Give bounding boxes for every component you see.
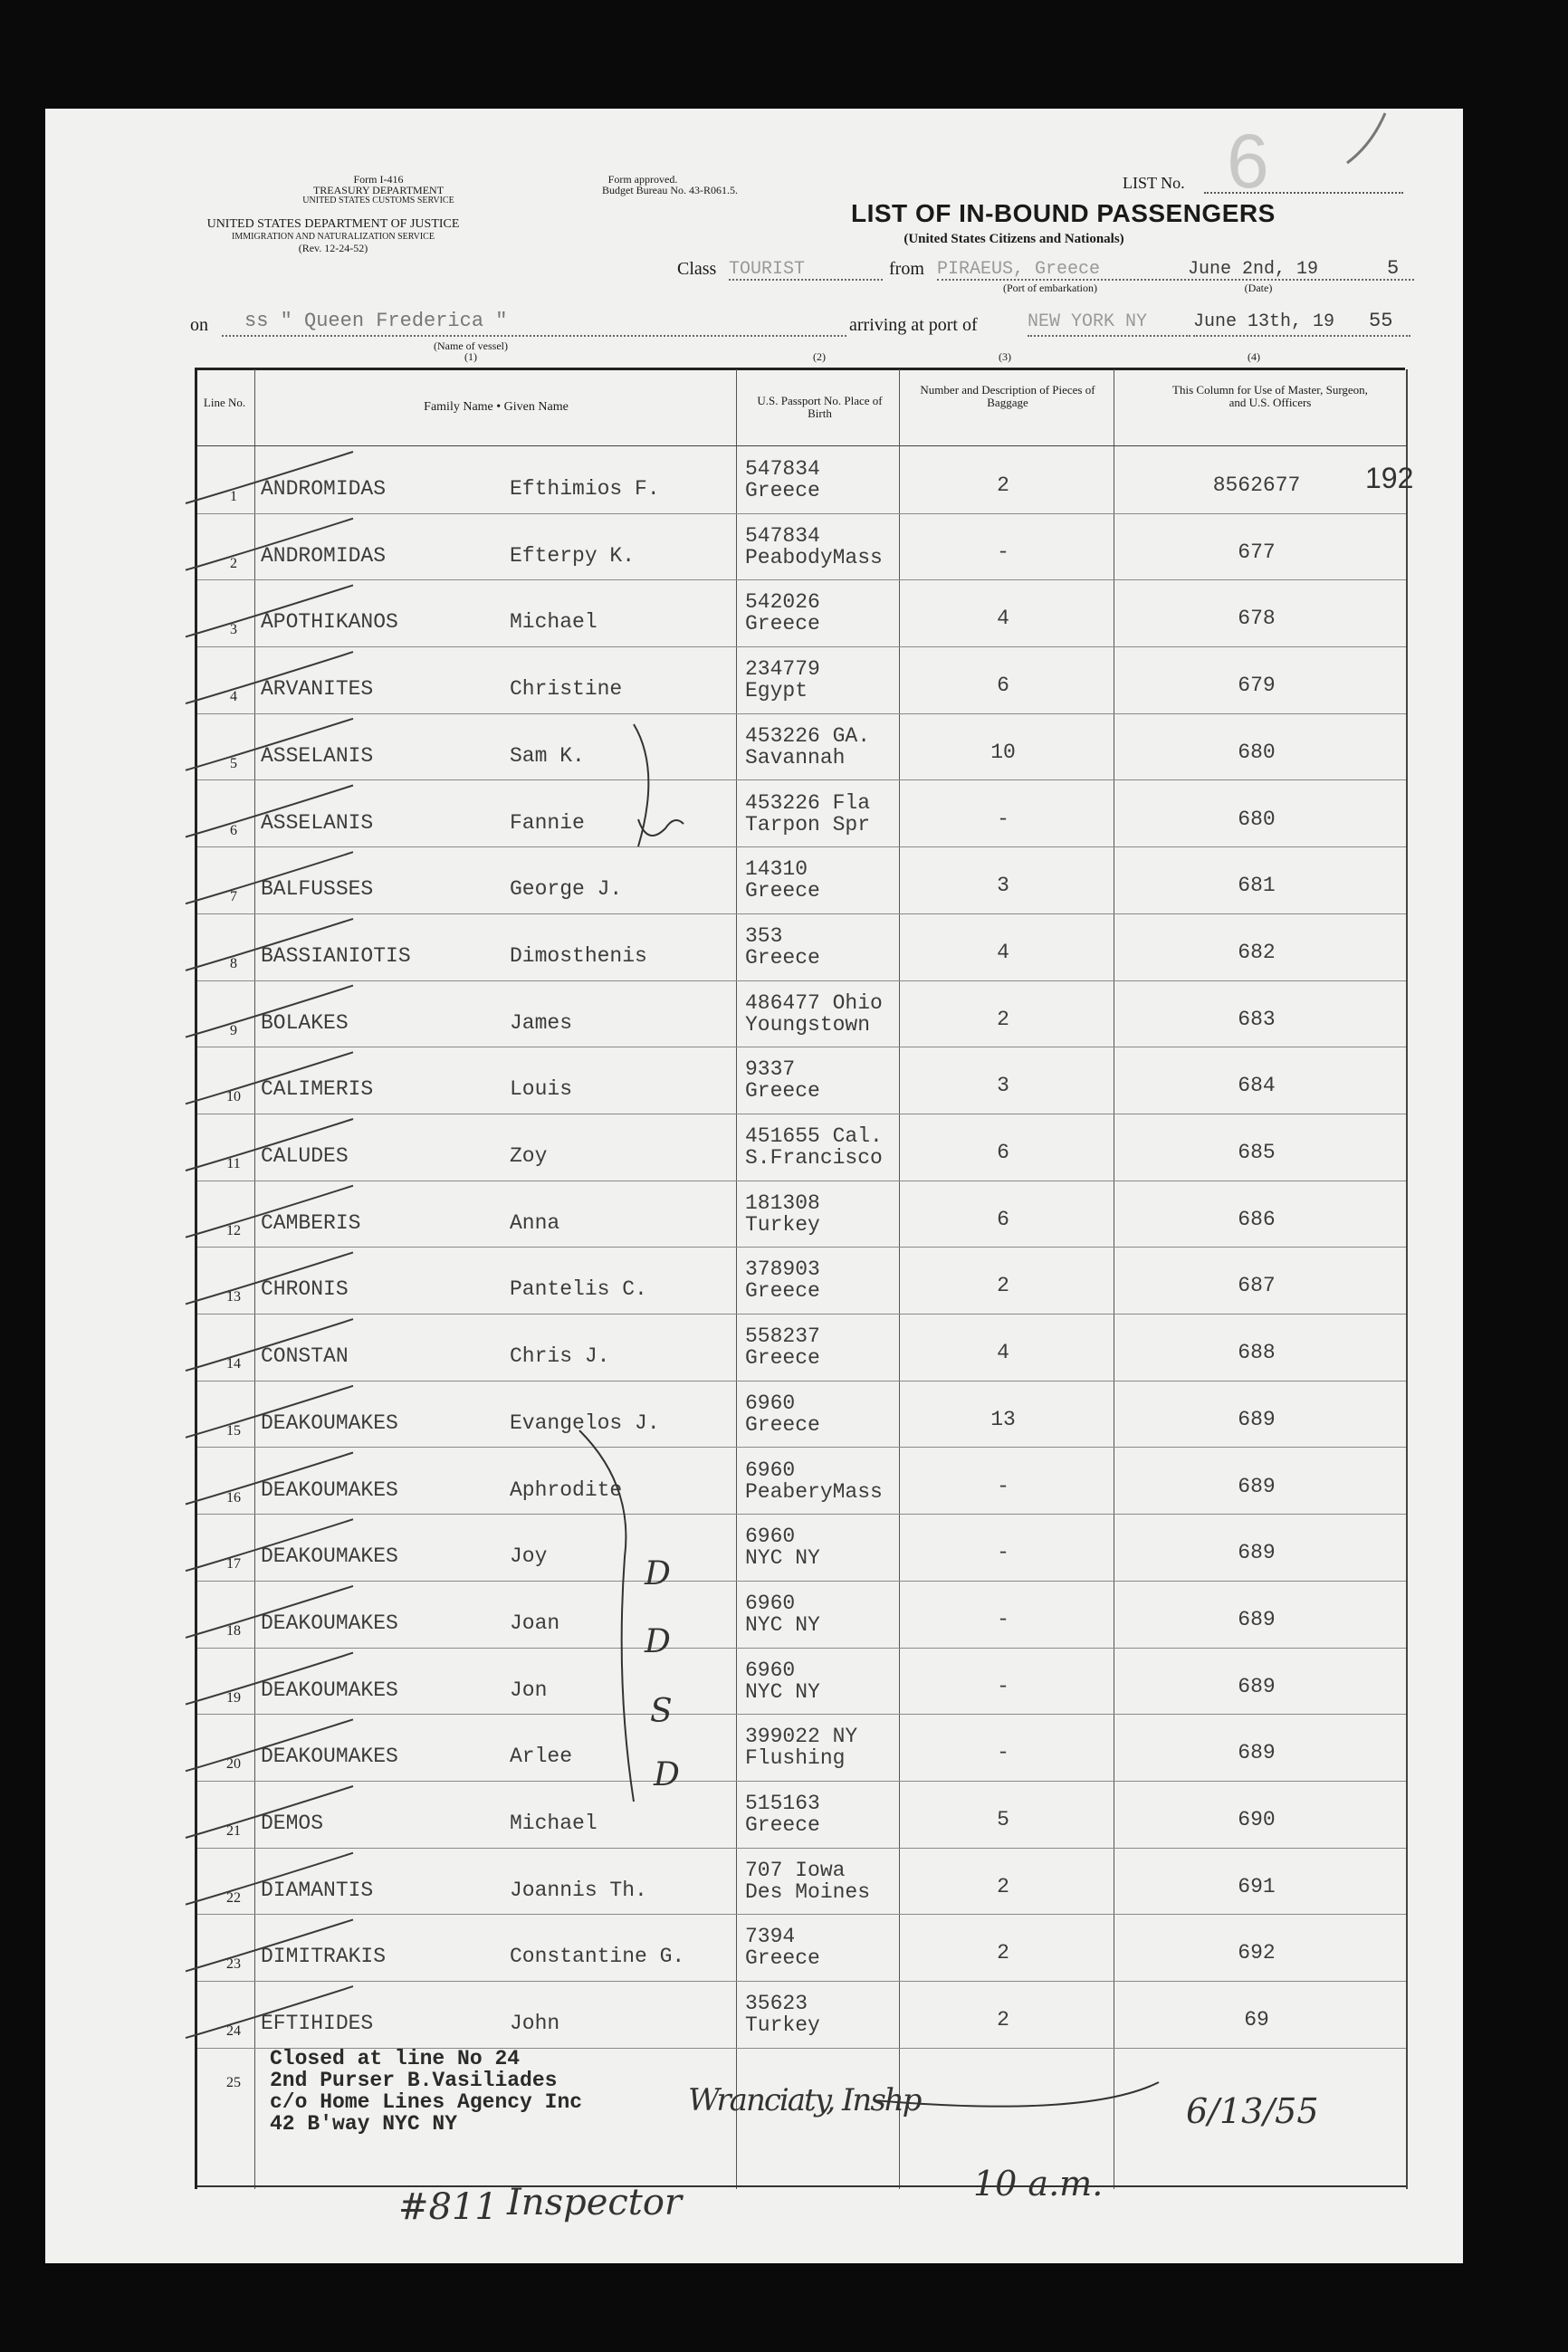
- checkmark-stroke: [186, 1586, 353, 1638]
- place-of-birth: NYC NY: [745, 1612, 820, 1637]
- given-name: Louis: [510, 1077, 573, 1102]
- checkmark-stroke: [186, 519, 353, 570]
- passport-number: 542026: [745, 590, 820, 615]
- given-name: Michael: [510, 1812, 598, 1835]
- line-number: 10: [226, 1089, 241, 1105]
- family-name: BASSIANIOTIS: [261, 943, 411, 968]
- place-of-birth: Greece: [745, 1279, 820, 1304]
- family-name: BOLAKES: [261, 1010, 349, 1035]
- passport-number: 353: [745, 923, 783, 948]
- family-name: CAMBERIS: [261, 1210, 361, 1235]
- place-of-birth: Greece: [745, 879, 820, 904]
- baggage-count: 3: [997, 1074, 1009, 1098]
- given-name: James: [510, 1010, 573, 1035]
- form-number: Form I-416: [353, 173, 404, 186]
- line-number: 21: [226, 1823, 241, 1839]
- officer-number: 688: [1238, 1341, 1276, 1365]
- checkmark-stroke: [186, 786, 353, 837]
- svg-text:D: D: [645, 1623, 671, 1660]
- given-name: John: [510, 2012, 560, 2036]
- officer-number: 682: [1238, 940, 1276, 964]
- officer-number: 69: [1244, 2008, 1269, 2032]
- baggage-count: -: [997, 1474, 1009, 1498]
- passport-number: 6960: [745, 1658, 796, 1682]
- passport-number: 558237: [745, 1324, 820, 1349]
- given-name: Chris J.: [510, 1344, 610, 1369]
- closing-line-3: c/o Home Lines Agency Inc: [270, 2090, 583, 2114]
- svg-text:D: D: [645, 1555, 671, 1592]
- treasury-dept: TREASURY DEPARTMENT: [312, 184, 445, 196]
- given-name: Zoy: [510, 1144, 548, 1168]
- justice-dept: UNITED STATES DEPARTMENT OF JUSTICE: [206, 217, 460, 231]
- officer-number: 689: [1238, 1541, 1276, 1565]
- place-of-birth: Greece: [745, 1079, 820, 1104]
- col-header-passport: U.S. Passport No. Place of Birth: [757, 394, 883, 420]
- arrival-date: June 13th, 19: [1193, 311, 1335, 332]
- baggage-count: 2: [997, 1874, 1009, 1898]
- line-number: 9: [230, 1022, 237, 1038]
- passport-number: 453226 Fla: [745, 790, 871, 815]
- family-name: DIAMANTIS: [261, 1878, 374, 1902]
- baggage-count: 6: [997, 674, 1009, 698]
- officer-number: 685: [1238, 1141, 1276, 1164]
- line-number: 6: [230, 822, 237, 838]
- family-name: CHRONIS: [261, 1277, 349, 1302]
- page-subtitle: (United States Citizens and Nationals): [904, 232, 1124, 246]
- vessel-caption: (Name of vessel): [434, 339, 508, 352]
- officer-number: 692: [1238, 1941, 1276, 1965]
- officer-number: 690: [1238, 1808, 1276, 1831]
- officer-number: 681: [1238, 874, 1276, 898]
- officer-number: 691: [1238, 1874, 1276, 1898]
- checkmark-stroke: [186, 452, 353, 503]
- closing-line-4: 42 B'way NYC NY: [270, 2112, 458, 2136]
- line-number: 1: [230, 489, 237, 504]
- svg-text:D: D: [654, 1756, 680, 1793]
- place-of-birth: PeabodyMass: [745, 545, 883, 569]
- checkmark-stroke: [186, 986, 353, 1037]
- place-of-birth: Greece: [745, 945, 820, 970]
- given-name: George J.: [510, 877, 623, 902]
- line-number: 19: [226, 1689, 241, 1706]
- officer-number: 680: [1238, 807, 1276, 831]
- passport-number: 181308: [745, 1190, 820, 1215]
- line-number: 12: [226, 1222, 241, 1238]
- passport-number: 451655 Cal.: [745, 1124, 883, 1148]
- baggage-count: 6: [997, 1207, 1009, 1231]
- officer-number: 684: [1238, 1074, 1276, 1098]
- checkmark-stroke: [186, 1052, 353, 1104]
- given-name: Christine: [510, 677, 623, 702]
- passport-number: 6960: [745, 1525, 796, 1549]
- checkmark-stroke: [186, 1519, 353, 1571]
- checkmark-stroke: [186, 919, 353, 970]
- place-of-birth: Greece: [745, 612, 820, 636]
- family-name: ASSELANIS: [261, 810, 374, 835]
- arrival-port: NEW YORK NY: [1028, 311, 1148, 332]
- baggage-count: 3: [997, 874, 1009, 898]
- officer-number: 689: [1238, 1674, 1276, 1698]
- passport-number: 14310: [745, 857, 808, 882]
- checkmark-stroke: [186, 1319, 353, 1371]
- baggage-count: 2: [997, 473, 1009, 497]
- col-header-baggage: Number and Description of Pieces of Baggage: [920, 383, 1095, 409]
- given-name: Evangelos J.: [510, 1410, 660, 1435]
- list-no-label: LIST No.: [1123, 174, 1185, 192]
- passport-number: 515163: [745, 1792, 820, 1815]
- passport-number: 6960: [745, 1591, 796, 1615]
- officer-number: 686: [1238, 1207, 1276, 1231]
- closing-line-1: Closed at line No 24: [270, 2047, 521, 2070]
- place-of-birth: Greece: [745, 1412, 820, 1437]
- passport-number: 453226 GA.: [745, 723, 871, 748]
- passport-number: 6960: [745, 1391, 796, 1415]
- departure-date: June 2nd, 19: [1188, 259, 1319, 280]
- family-name: ARVANITES: [261, 677, 374, 702]
- list-no-value: 6: [1227, 119, 1269, 204]
- checkmark-stroke: [186, 652, 353, 703]
- line-number: 13: [226, 1289, 241, 1305]
- class-value: TOURIST: [729, 259, 806, 280]
- baggage-count: -: [997, 1607, 1009, 1631]
- closing-line-2: 2nd Purser B.Vasiliades: [270, 2069, 558, 2092]
- given-name: Jon: [510, 1678, 548, 1702]
- baggage-count: -: [997, 807, 1009, 831]
- checkmark-stroke: [186, 1919, 353, 1971]
- given-name: Dimosthenis: [510, 943, 647, 968]
- checkmark-stroke: [186, 585, 353, 636]
- family-name: DEAKOUMAKES: [261, 1611, 398, 1635]
- officer-number: 683: [1238, 1007, 1276, 1031]
- baggage-count: 2: [997, 1274, 1009, 1298]
- passport-number: 486477 Ohio: [745, 990, 883, 1015]
- place-of-birth: Egypt: [745, 679, 808, 703]
- place-of-birth: NYC NY: [745, 1546, 820, 1571]
- from-label: from: [889, 259, 924, 279]
- handwritten-time: 10 a.m.: [973, 2164, 1104, 2204]
- line-number: 15: [226, 1422, 241, 1439]
- ins-service: IMMIGRATION AND NATURALIZATION SERVICE: [232, 232, 435, 242]
- line-number: 24: [226, 2023, 241, 2040]
- line-number: 22: [226, 1889, 241, 1906]
- arriving-label: arriving at port of: [849, 315, 978, 335]
- family-name: DEAKOUMAKES: [261, 1544, 398, 1569]
- svg-text:S: S: [650, 1693, 673, 1730]
- cap-3: (3): [999, 350, 1011, 363]
- given-name: Joan: [510, 1611, 560, 1635]
- given-name: Constantine G.: [510, 1945, 685, 1969]
- passport-number: 6960: [745, 1458, 796, 1482]
- family-name: EFTIHIDES: [261, 2012, 374, 2036]
- officer-number: 677: [1238, 540, 1276, 564]
- place-of-birth: Greece: [745, 1946, 820, 1971]
- baggage-count: 6: [997, 1141, 1009, 1164]
- budget-bureau: Budget Bureau No. 43-R061.5.: [602, 184, 738, 196]
- checkmark-stroke: [186, 1252, 353, 1304]
- place-of-birth: NYC NY: [745, 1679, 820, 1704]
- line-number: 8: [230, 955, 237, 971]
- given-name: Efterpy K.: [510, 543, 636, 568]
- customs-service: UNITED STATES CUSTOMS SERVICE: [302, 196, 454, 206]
- checkmark-stroke: [186, 852, 353, 904]
- place-of-birth: Youngstown: [745, 1012, 871, 1037]
- given-name: Arlee: [510, 1745, 573, 1769]
- revision-date: (Rev. 12-24-52): [298, 242, 368, 254]
- family-name: DEMOS: [261, 1812, 324, 1835]
- line-number: 3: [230, 622, 237, 638]
- baggage-count: 2: [997, 1941, 1009, 1965]
- baggage-count: 10: [990, 740, 1016, 764]
- passport-number: 7394: [745, 1925, 796, 1949]
- checkmark-stroke: [186, 1119, 353, 1171]
- line-number: 16: [226, 1489, 241, 1506]
- checkmark-stroke: [186, 1386, 353, 1438]
- baggage-count: 4: [997, 607, 1009, 631]
- handwritten-file-no: #811: [398, 2186, 498, 2228]
- passport-number: 35623: [745, 1992, 808, 2016]
- arrival-year: 55: [1369, 310, 1393, 332]
- place-of-birth: Turkey: [745, 2013, 820, 2038]
- col-header-officers: This Column for Use of Master, Surgeon, and U.S. Officers: [1172, 383, 1368, 409]
- departure-year: 5: [1387, 257, 1400, 280]
- line-number: 17: [226, 1556, 241, 1573]
- from-value: PIRAEUS, Greece: [937, 259, 1101, 280]
- passport-number: 9337: [745, 1057, 796, 1082]
- passport-number: 547834: [745, 523, 820, 548]
- baggage-count: -: [997, 1674, 1009, 1698]
- checkmark-stroke: [186, 1186, 353, 1238]
- family-name: ANDROMIDAS: [261, 477, 387, 501]
- col-header-line: Line No.: [203, 396, 246, 409]
- place-of-birth: Turkey: [745, 1212, 820, 1237]
- given-name: Fannie: [510, 810, 585, 835]
- family-name: DEAKOUMAKES: [261, 1477, 398, 1502]
- given-name: Anna: [510, 1210, 560, 1235]
- checkmark-stroke: [186, 1986, 353, 2038]
- vessel-name: ss " Queen Frederica ": [244, 310, 508, 332]
- officer-number: 689: [1238, 1741, 1276, 1765]
- place-of-birth: Flushing: [745, 1746, 846, 1771]
- place-of-birth: S.Francisco: [745, 1146, 883, 1170]
- given-name: Joy: [510, 1544, 548, 1569]
- passport-number: 378903: [745, 1257, 820, 1282]
- given-name: Pantelis C.: [510, 1277, 647, 1302]
- line-number: 25: [226, 2075, 241, 2090]
- family-name: BALFUSSES: [261, 877, 374, 902]
- line-number: 23: [226, 1956, 241, 1973]
- officer-number: 8562677: [1212, 473, 1301, 497]
- given-name: Joannis Th.: [510, 1878, 647, 1902]
- place-of-birth: Greece: [745, 1346, 820, 1371]
- checkmark-stroke: [186, 1653, 353, 1705]
- line-number: 7: [230, 889, 237, 905]
- place-of-birth: Tarpon Spr: [745, 812, 871, 837]
- baggage-count: 5: [997, 1808, 1009, 1831]
- line-number: 2: [230, 555, 237, 571]
- given-name: Michael: [510, 610, 598, 635]
- officer-number: 678: [1238, 607, 1276, 631]
- baggage-count: -: [997, 1541, 1009, 1565]
- passport-number: 707 Iowa: [745, 1858, 846, 1882]
- baggage-count: 13: [990, 1407, 1016, 1431]
- baggage-count: 2: [997, 1007, 1009, 1031]
- vessel-caption-no: (1): [464, 350, 477, 363]
- family-name: CALIMERIS: [261, 1077, 374, 1102]
- family-name: DEAKOUMAKES: [261, 1678, 398, 1702]
- on-label: on: [190, 315, 208, 335]
- place-of-birth: Greece: [745, 1813, 820, 1837]
- baggage-count: 4: [997, 940, 1009, 964]
- handwritten-signature: Wranciaty, Inshp: [688, 2082, 921, 2118]
- place-of-birth: Des Moines: [745, 1879, 871, 1904]
- checkmark-stroke: [186, 1786, 353, 1838]
- checkmark-stroke: [186, 1453, 353, 1505]
- checkmark-stroke: [186, 1853, 353, 1905]
- family-name: CALUDES: [261, 1144, 349, 1168]
- baggage-count: -: [997, 540, 1009, 564]
- officer-number: 689: [1238, 1607, 1276, 1631]
- checkmark-stroke: [186, 719, 353, 770]
- given-name: Sam K.: [510, 743, 585, 768]
- place-of-birth: Savannah: [745, 745, 846, 770]
- handwritten-date: 6/13/55: [1186, 2091, 1319, 2131]
- officer-number: 689: [1238, 1407, 1276, 1431]
- cap-4: (4): [1248, 350, 1260, 363]
- line-number: 4: [230, 689, 237, 705]
- officer-number: 680: [1238, 740, 1276, 764]
- given-name: Aphrodite: [510, 1477, 623, 1502]
- cap-2: (2): [813, 350, 826, 363]
- officer-number: 689: [1238, 1474, 1276, 1498]
- line-number: 18: [226, 1622, 241, 1639]
- family-name: ANDROMIDAS: [261, 543, 387, 568]
- date-caption: (Date): [1244, 282, 1273, 294]
- officer-number: 679: [1238, 674, 1276, 698]
- line-number: 5: [230, 755, 237, 771]
- passport-number: 399022 NY: [745, 1725, 858, 1749]
- line-number: 11: [226, 1156, 241, 1171]
- family-name: DEAKOUMAKES: [261, 1745, 398, 1769]
- page-mark-192: 192: [1365, 462, 1414, 494]
- line-number: 20: [226, 1756, 241, 1773]
- passport-number: 547834: [745, 457, 820, 481]
- col-header-name: Family Name • Given Name: [424, 400, 569, 414]
- page-title: LIST OF IN-BOUND PASSENGERS: [851, 199, 1276, 227]
- given-name: Efthimios F.: [510, 477, 660, 501]
- handwritten-inspector: Inspector: [507, 2182, 683, 2223]
- baggage-count: -: [997, 1741, 1009, 1765]
- passport-number: 234779: [745, 657, 820, 682]
- family-name: ASSELANIS: [261, 743, 374, 768]
- checkmark-stroke: [186, 1719, 353, 1771]
- place-of-birth: PeaberyMass: [745, 1479, 883, 1504]
- line-number: 14: [226, 1356, 241, 1372]
- class-label: Class: [677, 259, 717, 279]
- port-embark-caption: (Port of embarkation): [1003, 282, 1097, 294]
- family-name: DEAKOUMAKES: [261, 1410, 398, 1435]
- family-name: APOTHIKANOS: [261, 610, 398, 635]
- family-name: DIMITRAKIS: [261, 1945, 387, 1969]
- baggage-count: 4: [997, 1341, 1009, 1365]
- form-approved: Form approved.: [607, 173, 678, 186]
- baggage-count: 2: [997, 2008, 1009, 2032]
- officer-number: 687: [1238, 1274, 1276, 1298]
- place-of-birth: Greece: [745, 479, 820, 502]
- family-name: CONSTAN: [261, 1344, 349, 1369]
